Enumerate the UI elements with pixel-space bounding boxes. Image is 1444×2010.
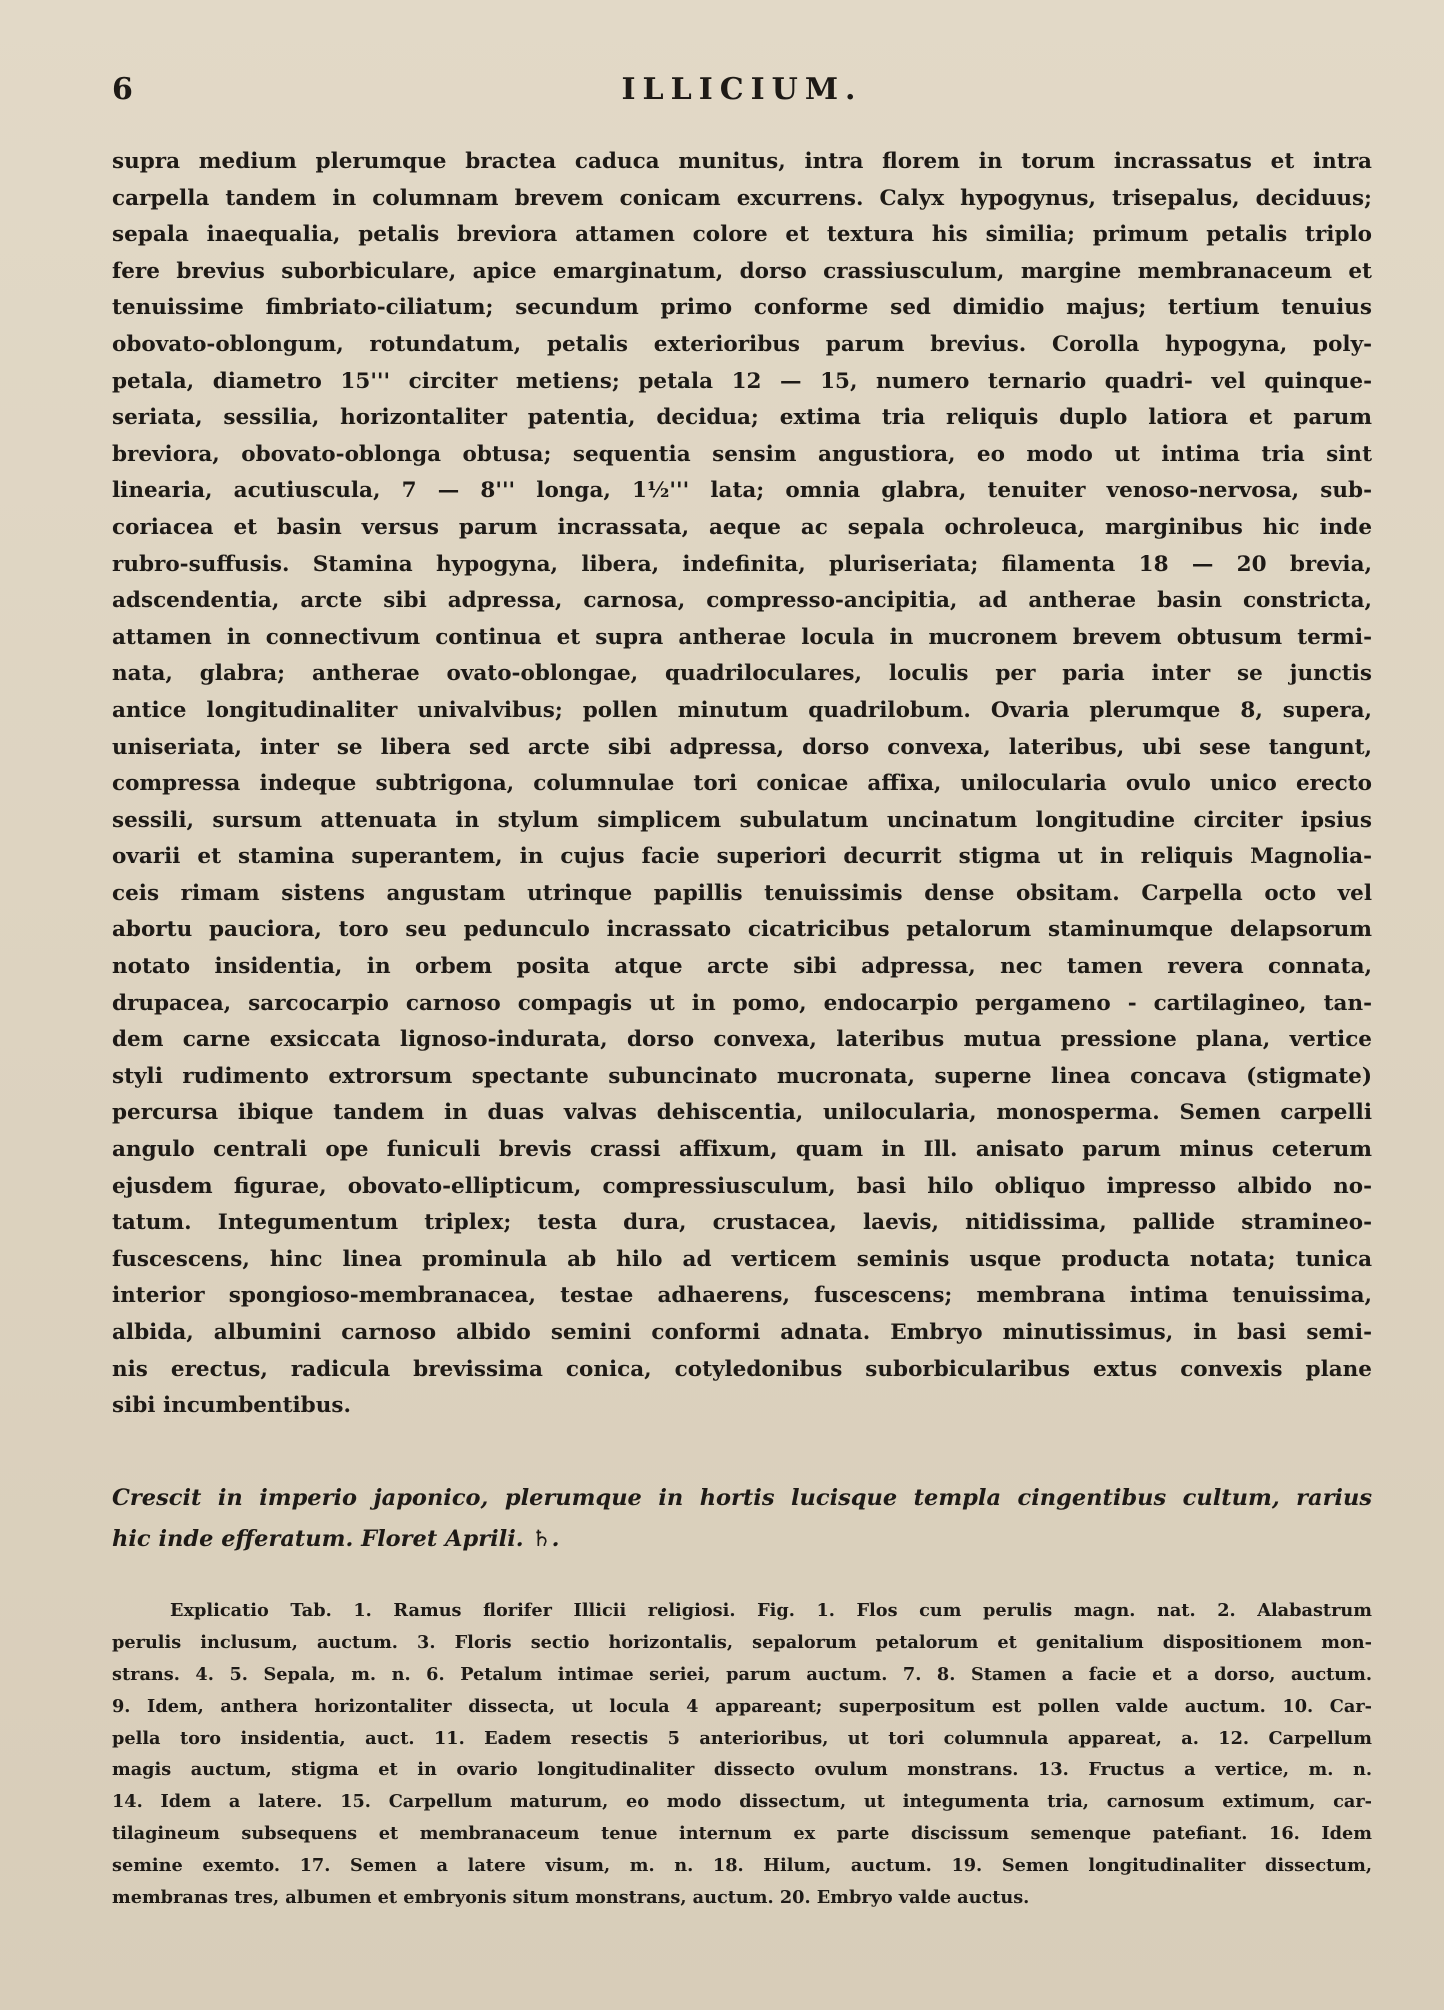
text-line: ceis rimam sistens angustam utrinque papillis tenuissimis dense obsitam. Carpella octo vel <box>112 880 1372 906</box>
text-line: attamen in connectivum continua et supra antherae locula in mucronem brevem obtusum termi- <box>112 624 1372 650</box>
page-number: 6 <box>112 72 133 107</box>
explanation-line: semine exemto. 17. Semen a latere visum, m. n. 18. Hilum, auctum. 19. Semen longitudinaliter dissectum, <box>112 1855 1372 1877</box>
plate-explanation <box>112 1595 1372 1914</box>
text-line: breviora, obovato-oblonga obtusa; sequentia sensim angustiora, eo modo ut intima tria sint <box>112 441 1372 467</box>
text-line: fere brevius suborbiculare, apice emarginatum, dorso crassiusculum, margine membranaceum et <box>112 258 1372 284</box>
explanation-line: 9. Idem, anthera horizontaliter dissecta, ut locula 4 appareant; superpositum est pollen valde auctum. 10. Car- <box>112 1695 1372 1717</box>
text-line: tatum. Integumentum triplex; testa dura, crustacea, laevis, nitidissima, pallide stramineo- <box>112 1210 1372 1236</box>
description-paragraph <box>112 144 1372 1425</box>
explanation-line: magis auctum, stigma et in ovario longitudinaliter dissecto ovulum monstrans. 13. Fructus a vertice, m. n. <box>112 1759 1372 1781</box>
explanation-line: 14. Idem a latere. 15. Carpellum maturum, eo modo dissectum, ut integumenta tria, carnosum extimum, car- <box>112 1791 1372 1813</box>
explanation-line: perulis inclusum, auctum. 3. Floris sectio horizontalis, sepalorum petalorum et genitalium dispositionem mon- <box>112 1631 1372 1653</box>
text-line: compressa indeque subtrigona, columnulae tori conicae affixa, unilocularia ovulo unico erecto <box>112 771 1372 797</box>
text-line: ovarii et stamina superantem, in cujus facie superiori decurrit stigma ut in reliquis Magnolia- <box>112 844 1372 870</box>
text-line: sibi incumbentibus. <box>112 1393 351 1419</box>
explanation-line: strans. 4. 5. Sepala, m. n. 6. Petalum intimae seriei, parum auctum. 7. 8. Stamen a facie et a dorso, auctum. <box>112 1663 1372 1685</box>
text-line: styli rudimento extrorsum spectante subuncinato mucronata, superne linea concava (stigmate) <box>112 1063 1372 1089</box>
text-line: carpella tandem in columnam brevem conicam excurrens. Calyx hypogynus, trisepalus, deciduus; <box>112 185 1372 211</box>
explanation-line: pella toro insidentia, auct. 11. Eadem resectis 5 anterioribus, ut tori columnula appareat, a. 12. Carpellum <box>112 1727 1372 1749</box>
text-line: antice longitudinaliter univalvibus; pollen minutum quadrilobum. Ovaria plerumque 8, supera, <box>112 697 1372 723</box>
habitat-paragraph <box>112 1478 1372 1560</box>
text-line: albida, albumini carnoso albido semini conformi adnata. Embryo minutissimus, in basi semi- <box>112 1320 1372 1345</box>
text-line: angulo centrali ope funiculi brevis crassi affixum, quam in Ill. anisato parum minus ceterum <box>112 1137 1372 1163</box>
text-line: supra medium plerumque bractea caduca munitus, intra florem in torum incrassatus et intra <box>112 149 1372 174</box>
text-line: uniseriata, inter se libera sed arcte sibi adpressa, dorso convexa, lateribus, ubi sese tangunt, <box>112 734 1372 760</box>
text-line: tenuissime fimbriato-ciliatum; secundum primo conforme sed dimidio majus; tertium tenuius <box>112 295 1372 321</box>
text-line: dem carne exsiccata lignoso-indurata, dorso convexa, lateribus mutua pressione plana, vertice <box>112 1027 1372 1053</box>
habitat-line: hic inde efferatum. Floret Aprili. ♄. <box>112 1526 560 1552</box>
text-line: ejusdem figurae, obovato-ellipticum, compressiusculum, basi hilo obliquo impresso albido no- <box>112 1173 1372 1199</box>
text-line: coriacea et basin versus parum incrassata, aeque ac sepala ochroleuca, marginibus hic inde <box>112 514 1372 540</box>
text-line: nata, glabra; antherae ovato-oblongae, quadriloculares, loculis per paria inter se junctis <box>112 661 1372 687</box>
text-line: sepala inaequalia, petalis breviora attamen colore et textura his similia; primum petalis triplo <box>112 222 1372 248</box>
text-line: interior spongioso-membranacea, testae adhaerens, fuscescens; membrana intima tenuissima, <box>112 1283 1372 1309</box>
page-header <box>112 72 1372 112</box>
text-line: nis erectus, radicula brevissima conica, cotyledonibus suborbicularibus extus convexis plane <box>112 1356 1372 1382</box>
explanation-line: tilagineum subsequens et membranaceum tenue internum ex parte discissum semenque patefiant. 16. Idem <box>112 1823 1372 1845</box>
text-line: adscendentia, arcte sibi adpressa, carnosa, compresso-ancipitia, ad antherae basin constricta, <box>112 588 1372 614</box>
habitat-line: Crescit in imperio japonico, plerumque in hortis lucisque templa cingentibus cultum, rarius <box>112 1485 1372 1511</box>
text-line: drupacea, sarcocarpio carnoso compagis ut in pomo, endocarpio pergameno - cartilagineo, tan- <box>112 990 1372 1016</box>
text-line: linearia, acutiuscula, 7 — 8''' longa, 1½''' lata; omnia glabra, tenuiter venoso-nervosa, sub- <box>112 478 1372 504</box>
text-line: fuscescens, hinc linea prominula ab hilo ad verticem seminis usque producta notata; tunica <box>112 1246 1372 1272</box>
explanation-line: membranas tres, albumen et embryonis situm monstrans, auctum. 20. Embryo valde auctus. <box>112 1887 1030 1909</box>
text-line: sessili, sursum attenuata in stylum simplicem subulatum uncinatum longitudine circiter ipsius <box>112 807 1372 833</box>
text-line: obovato-oblongum, rotundatum, petalis exterioribus parum brevius. Corolla hypogyna, poly- <box>112 331 1372 357</box>
explanation-line: Explicatio Tab. 1. Ramus florifer Illicii religiosi. Fig. 1. Flos cum perulis magn. nat. 2. Alabastrum <box>170 1600 1372 1621</box>
text-line: petala, diametro 15''' circiter metiens; petala 12 — 15, numero ternario quadri- vel quinque- <box>112 368 1372 394</box>
text-line: seriata, sessilia, horizontaliter patentia, decidua; extima tria reliquis duplo latiora et parum <box>112 405 1372 431</box>
text-line: notato insidentia, in orbem posita atque arcte sibi adpressa, nec tamen revera connata, <box>112 954 1372 980</box>
text-line: percursa ibique tandem in duas valvas dehiscentia, unilocularia, monosperma. Semen carpelli <box>112 1100 1372 1126</box>
text-line: rubro-suffusis. Stamina hypogyna, libera, indefinita, pluriseriata; filamenta 18 — 20 brevia, <box>112 551 1372 577</box>
text-line: abortu pauciora, toro seu pedunculo incrassato cicatricibus petalorum staminumque delapsorum <box>112 917 1372 943</box>
running-title: ILLICIUM. <box>621 72 863 107</box>
